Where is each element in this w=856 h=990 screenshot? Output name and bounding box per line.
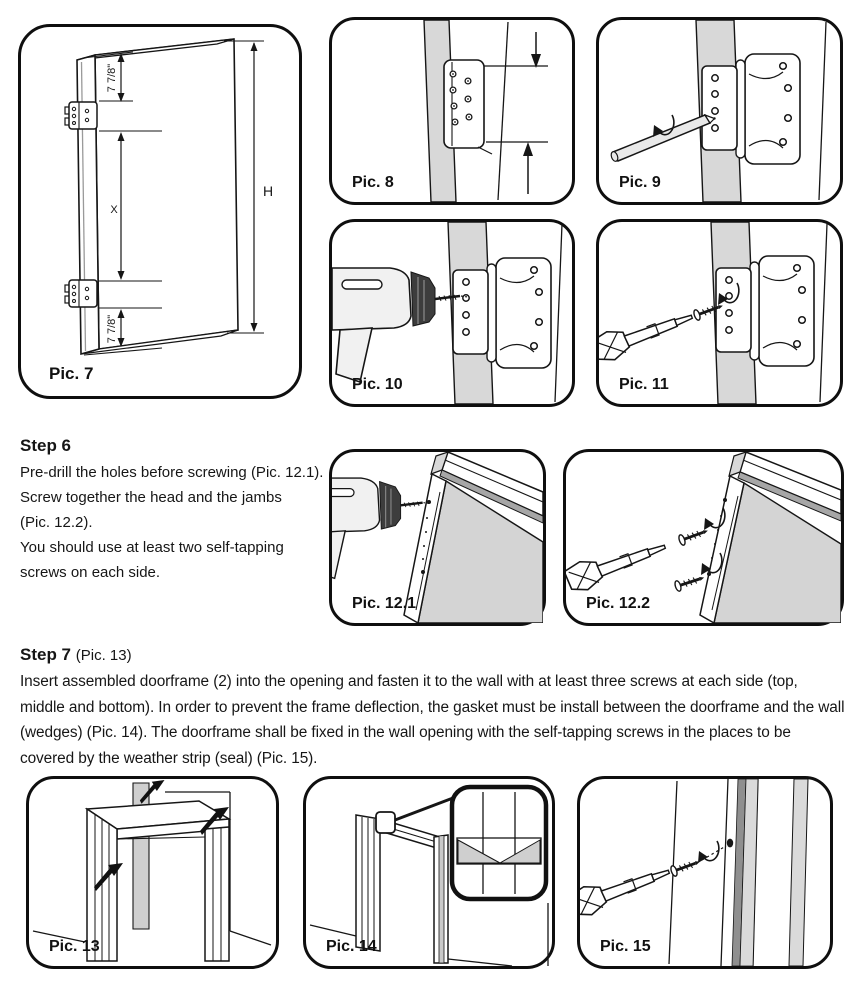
panel-pic14 (303, 776, 555, 969)
pic-label-10: Pic. 10 (352, 376, 403, 393)
hinge-icon (702, 54, 800, 164)
panel-pic12-1 (329, 449, 546, 626)
pic-label-8: Pic. 8 (352, 174, 394, 191)
screwdriver-icon (599, 303, 697, 365)
wall-lines (310, 903, 548, 966)
screwdriver-icon (566, 533, 670, 595)
screw-icon (670, 857, 702, 877)
panel-pic15 (577, 776, 833, 969)
pic-label-12-1: Pic. 12.1 (352, 595, 417, 612)
panel-pic13 (26, 776, 279, 969)
door-dimension-diagram (21, 27, 299, 396)
screw-hole (727, 839, 733, 848)
dim-label-height: H (263, 183, 274, 199)
detail-leader-line (395, 798, 453, 820)
pic-label-9: Pic. 9 (619, 174, 661, 191)
pic-label-7: Pic. 7 (49, 364, 94, 383)
pic-label-12-2: Pic. 12.2 (586, 595, 651, 612)
hinge-icon (65, 280, 97, 307)
screw-icon (674, 572, 706, 592)
step7-section (20, 645, 846, 771)
panel-pic12-2 (563, 449, 844, 626)
hinge-icon (716, 256, 814, 366)
step7-heading-note: (Pic. 13) (75, 647, 132, 664)
frame-edge-line (819, 22, 826, 200)
pic-label-14: Pic. 14 (326, 938, 377, 955)
panel-pic8 (329, 17, 575, 205)
jamb-strip (789, 779, 808, 966)
pic-label-15: Pic. 15 (600, 938, 651, 955)
drill-icon (332, 268, 468, 382)
panel-pic7 (18, 24, 302, 399)
screwdriver-icon (580, 858, 674, 920)
pic-label-13: Pic. 13 (49, 938, 100, 955)
frame-edge-line (498, 22, 508, 200)
panel-pic9 (596, 17, 843, 205)
panel-pic10 (329, 219, 575, 407)
step6-heading: Step 6 (20, 436, 72, 455)
hinge-icon (453, 258, 551, 368)
step7-heading (20, 645, 846, 665)
wedge-detail-inset (452, 787, 546, 899)
step7-heading-label: Step 7 (20, 645, 72, 664)
step7-body: Insert assembled doorframe (2) into the opening and fasten it to the wall with at least three screws at each side (top, middle and bottom). In order to prevent the frame deflection, the gasket must be install between the doorframe and the wall (wedges) (Pic. 14). The doorframe shall be fixed in the wall opening with the self-tapping screws in the places to be covered by the weather strip (seal) (Pic. 15). (20, 673, 845, 767)
hinge-icon (65, 102, 97, 129)
dim-label-bottom: 7 7/8" (106, 314, 118, 344)
wedge-location-marker (376, 812, 395, 833)
panel-pic11 (596, 219, 843, 407)
pic-label-11: Pic. 11 (619, 376, 669, 393)
step6-body: Pre-drill the holes before screwing (Pic. 12.1). Screw together the head and the jambs (Pic. 12.2). You should use at least two self-tapping screws on each side. (20, 464, 324, 581)
step6-section (20, 436, 340, 585)
dim-label-top: 7 7/8" (106, 63, 118, 93)
direction-arrows (523, 54, 541, 156)
frame-edge-line (555, 224, 562, 402)
rotate-arrow-icon (698, 841, 719, 863)
dim-label-mid: X (110, 204, 118, 216)
hinge-icon (444, 60, 492, 154)
pencil-icon (610, 115, 716, 162)
frame-edge-line (820, 224, 827, 402)
